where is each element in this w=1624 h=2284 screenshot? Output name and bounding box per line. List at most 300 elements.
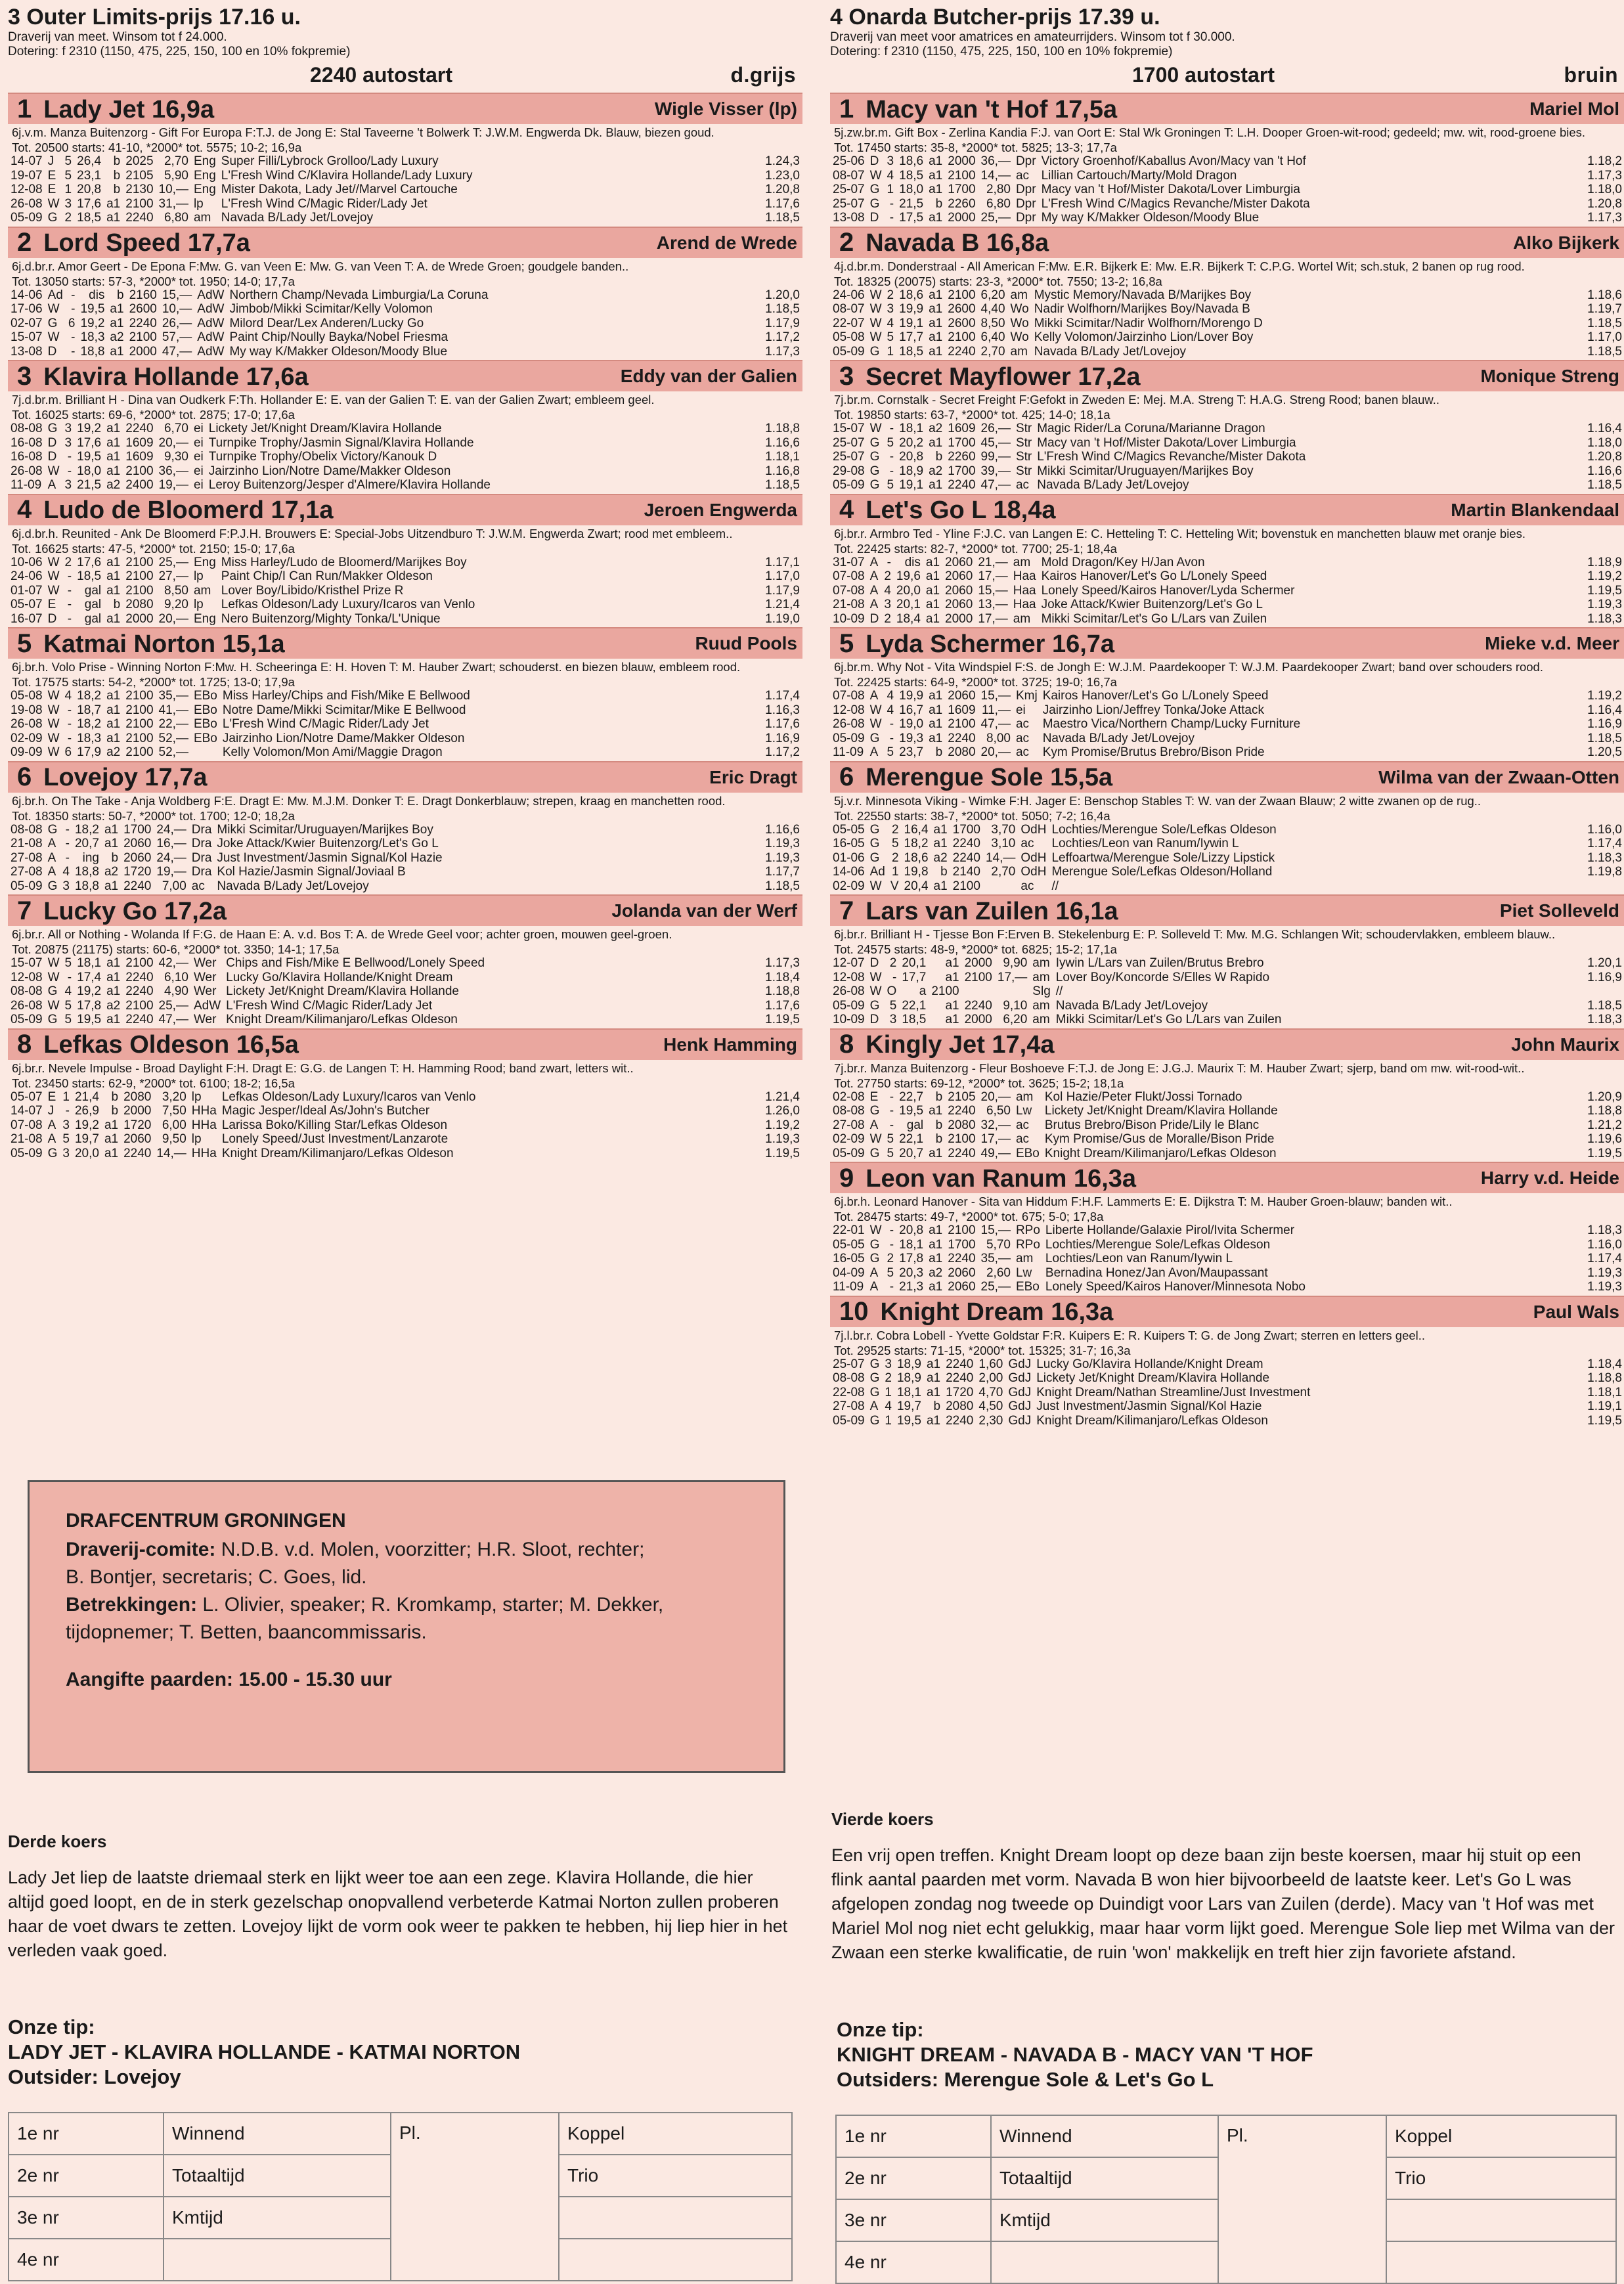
horse-form-table (830, 1223, 1624, 1294)
table-row (830, 330, 1624, 345)
table-cell: 19,5 (899, 1104, 924, 1118)
table-cell: 10-06 (11, 555, 43, 569)
table-cell: 2,70 (164, 154, 188, 168)
table-cell: 2240 (946, 1357, 974, 1371)
horse-totals: Tot. 20875 (21175) starts: 60-6, *2000* tot. 3350; 14-1; 17,5a (12, 942, 340, 956)
table-cell: Mikki Scimitar/Uruguayen/Marijkes Boy (217, 822, 433, 837)
table-cell: A (869, 583, 879, 598)
table-cell: 1 (64, 183, 72, 196)
table-cell: lp (191, 1089, 202, 1104)
table-cell: HHa (191, 1104, 217, 1118)
table-cell: 4 (887, 703, 894, 717)
table-cell: a1 (945, 998, 959, 1013)
table-cell: 18,8 (74, 879, 99, 893)
table-cell: 18,1 (896, 1385, 921, 1399)
table-cell: 1.19,3 (1587, 1280, 1622, 1294)
form-empty (1386, 2199, 1616, 2241)
horse-entry (830, 360, 1624, 493)
table-cell: b (940, 865, 948, 879)
race-prize: Dotering: f 2310 (1150, 475, 225, 150, 100 en 10% fokpremie) (830, 45, 1173, 58)
table-cell: 18,8 (74, 865, 99, 879)
table-cell: 02-09 (11, 731, 43, 745)
table-cell: 2100 (125, 196, 154, 211)
table-cell: 2 (884, 611, 891, 626)
table-cell: ing (82, 850, 99, 865)
table-row (830, 999, 1624, 1013)
horse-header (830, 1028, 1624, 1060)
table-cell: 4 (887, 168, 894, 183)
table-cell: Wo (1010, 330, 1029, 344)
table-cell: - (71, 330, 76, 344)
table-cell: 20,4 (904, 879, 929, 893)
table-cell: W (47, 731, 60, 745)
race-conditions: Draverij van meet. Winsom tot f 24.000. (8, 30, 227, 44)
horse-name: Macy van 't Hof 17,5a (866, 95, 1118, 123)
table-cell: L'Fresh Wind C/Magic Rider/Lady Jet (222, 717, 429, 731)
table-cell: Ad (47, 288, 63, 302)
table-cell: W (47, 703, 60, 717)
horse-entry (830, 1028, 1624, 1161)
horse-name: Secret Mayflower 17,2a (866, 362, 1141, 391)
table-row (8, 732, 802, 746)
table-cell: 19,5 (896, 1413, 921, 1428)
table-cell: 25-07 (833, 435, 865, 450)
table-cell: 2060 (123, 850, 152, 865)
table-cell: 2100 (948, 717, 976, 731)
table-cell: 25,— (158, 998, 188, 1013)
table-cell: 02-09 (833, 1132, 865, 1146)
table-cell: 2 (64, 211, 72, 225)
horse-entry (8, 227, 802, 359)
table-cell (1585, 984, 1624, 999)
table-cell: G (47, 879, 58, 893)
table-cell: 42,— (158, 956, 188, 970)
horse-heading (839, 1297, 1113, 1327)
table-cell: 5 (889, 998, 897, 1013)
table-cell: Lillian Cartouch/Marty/Mold Dragon (1041, 168, 1237, 183)
horse-totals: Tot. 13050 starts: 57-3, *2000* tot. 1950; 14-0; 17,7a (12, 274, 295, 288)
table-cell: Turnpike Trophy/Obelix Victory/Kanouk D (208, 450, 437, 464)
table-cell: 19-08 (11, 703, 43, 717)
table-cell: 2100 (125, 689, 154, 703)
table-cell: W (47, 998, 60, 1013)
table-cell: 2100 (948, 168, 976, 183)
table-cell: 18,3 (80, 330, 105, 344)
table-row (830, 956, 1624, 971)
horse-number: 5 (839, 628, 854, 658)
table-cell: am (193, 583, 211, 598)
table-row (830, 1118, 1624, 1133)
table-cell: a1 (925, 598, 940, 611)
table-row (830, 879, 1624, 894)
horse-totals: Tot. 28475 starts: 49-7, *2000* tot. 675; 5-0; 17,8a (834, 1210, 1104, 1223)
table-cell: 5 (64, 168, 72, 183)
table-cell: 05-05 (833, 822, 865, 837)
table-cell: a1 (106, 956, 121, 970)
table-cell: - (889, 1223, 894, 1237)
horse-name: Merengue Sole 15,5a (866, 764, 1113, 791)
table-cell: Kairos Hanover/Let's Go L/Lonely Speed (1041, 569, 1267, 583)
table-cell: 1.18,5 (1587, 731, 1622, 745)
race-4-column (830, 0, 1624, 1428)
table-cell: W (869, 1223, 882, 1237)
form-totaaltijd: Totaaltijd (164, 2155, 391, 2197)
table-cell: - (892, 970, 897, 984)
table-cell: W (47, 583, 60, 598)
horse-form-table (830, 823, 1624, 894)
horse-heading (17, 495, 334, 525)
table-row (8, 598, 802, 612)
table-cell: Haa (1013, 598, 1036, 611)
table-row (8, 478, 802, 493)
table-cell: 1.17,3 (765, 344, 800, 359)
table-cell: Mikki Scimitar/Let's Go L/Lars van Zuilen (1055, 1013, 1282, 1026)
table-cell: G (869, 1252, 880, 1265)
table-cell: a1 (106, 450, 121, 464)
table-cell: G (47, 822, 58, 837)
table-cell: A (47, 865, 56, 879)
table-cell: Lochties/Leon van Ranum/Iywin L (1045, 1252, 1233, 1265)
table-cell: b (113, 154, 121, 168)
horse-entry (8, 1028, 802, 1161)
table-cell: 18,0 (899, 183, 924, 196)
race-distance: 1700 autostart (1132, 63, 1275, 87)
tip-horses: KNIGHT DREAM - NAVADA B - MACY VAN 'T HOF (837, 2043, 1313, 2066)
table-cell: 21,3 (899, 1280, 924, 1294)
table-cell: b (116, 288, 124, 302)
table-cell: - (889, 211, 894, 225)
table-cell: Lochties/Merengue Sole/Lefkas Oldeson (1051, 822, 1277, 837)
table-cell: dis (904, 555, 921, 569)
table-cell: 1.18,5 (1587, 998, 1622, 1013)
horse-list (830, 93, 1624, 1428)
horse-form-table (830, 154, 1624, 225)
table-cell: Lickety Jet/Knight Dream/Klavira Hollande (208, 422, 442, 435)
table-cell: Eng (193, 555, 216, 569)
table-cell: 18,1 (77, 956, 102, 970)
table-cell: a1 (106, 689, 121, 703)
table-cell: 20,3 (899, 1265, 924, 1280)
table-cell: A (869, 745, 879, 759)
table-cell: 2240 (948, 1104, 976, 1118)
table-cell: 07-08 (833, 583, 865, 598)
table-cell: 1.20,8 (1587, 196, 1622, 211)
table-cell: 10,— (158, 183, 188, 196)
horse-header (830, 761, 1624, 793)
table-cell: - (65, 850, 70, 865)
table-cell: L'Fresh Wind C/Magic Rider/Lady Jet (226, 998, 433, 1013)
table-cell: Wo (1010, 316, 1029, 330)
table-cell: AdW (197, 302, 225, 316)
table-cell: b (113, 598, 121, 611)
tip-label: Onze tip: (837, 2018, 924, 2041)
table-cell: 6,20 (980, 288, 1005, 302)
table-cell: W (47, 569, 60, 583)
table-cell: 05-09 (11, 211, 43, 225)
table-cell: am (1032, 956, 1050, 970)
table-cell: Dra (191, 850, 212, 865)
table-row (8, 703, 802, 718)
table-cell: 6,80 (164, 211, 188, 225)
table-cell: W (47, 689, 60, 703)
table-cell: am (1010, 344, 1028, 359)
table-cell: gal (84, 583, 102, 598)
table-row (8, 612, 802, 626)
table-cell: 16-07 (11, 611, 43, 626)
horse-form-table (8, 154, 802, 225)
table-cell: 21-08 (11, 837, 43, 850)
table-cell: 08-07 (833, 302, 865, 316)
table-cell: Paint Chip/I Can Run/Makker Oldeson (221, 569, 433, 583)
table-cell: D (47, 344, 57, 359)
form-trio: Trio (1386, 2157, 1616, 2199)
table-cell: My way K/Makker Oldeson/Moody Blue (229, 344, 448, 359)
table-row (830, 422, 1624, 436)
horse-form-table (8, 956, 802, 1027)
table-cell: G (869, 1371, 880, 1385)
table-cell: Larissa Boko/Killing Star/Lefkas Oldeson (221, 1118, 448, 1132)
table-cell: Navada B/Lady Jet/Lovejoy (1055, 998, 1208, 1013)
table-cell: a1 (106, 435, 121, 450)
table-cell: 11-09 (833, 1280, 864, 1294)
table-cell: Brutus Brebro/Bison Pride/Lily le Blanc (1044, 1118, 1260, 1132)
table-cell: a1 (929, 302, 943, 316)
table-cell: 2100 (125, 703, 154, 717)
form-row-label: 3e nr (9, 2197, 164, 2239)
table-cell: 1.16,6 (1587, 464, 1622, 478)
table-cell: Mikki Scimitar/Nadir Wolfhorn/Morengo D (1034, 316, 1263, 330)
table-cell: Mold Dragon/Key H/Jan Avon (1041, 555, 1205, 569)
table-cell: a1 (106, 464, 121, 478)
table-cell: 1.18,2 (1587, 154, 1622, 168)
table-cell: 26-08 (833, 717, 865, 731)
table-cell: 1.16,8 (765, 464, 800, 478)
table-cell: 14,— (980, 168, 1011, 183)
table-cell: 49,— (980, 1146, 1011, 1160)
table-cell: 24,— (156, 822, 187, 837)
table-row (8, 984, 802, 999)
horse-form-table (8, 1090, 802, 1161)
table-row (830, 1013, 1624, 1027)
table-cell: G (47, 1146, 58, 1160)
table-row (8, 999, 802, 1013)
table-cell: 19,1 (899, 316, 924, 330)
horse-header (830, 494, 1624, 525)
table-row (8, 422, 802, 436)
table-cell: 6,00 (162, 1118, 187, 1132)
table-cell: 8,50 (164, 583, 188, 598)
table-cell: 1.16,9 (1587, 717, 1622, 731)
horse-name: Katmai Norton 15,1a (43, 630, 285, 658)
table-cell: a1 (945, 1013, 959, 1026)
table-cell: a1 (110, 302, 124, 316)
horse-header (830, 93, 1624, 124)
horse-entry (8, 761, 802, 894)
table-row (8, 971, 802, 985)
table-cell: a1 (945, 956, 959, 970)
table-cell: G (47, 422, 58, 435)
table-cell: 1.20,8 (1587, 450, 1622, 464)
table-cell: 17,7 (899, 330, 924, 344)
table-cell: 20,0 (896, 583, 921, 598)
horse-name: Lars van Zuilen 16,1a (866, 897, 1118, 925)
table-row (830, 1357, 1624, 1372)
table-cell: 01-07 (11, 583, 43, 598)
table-cell: 05-09 (833, 731, 865, 745)
table-cell: 20,8 (899, 450, 924, 464)
form-pl: Pl. (1218, 2115, 1386, 2283)
table-cell: 2100 (125, 731, 154, 745)
table-cell: 1.18,5 (1587, 344, 1622, 359)
table-cell: 1.19,5 (1587, 583, 1622, 598)
table-cell: 2100 (931, 984, 959, 998)
table-cell: a1 (929, 1280, 943, 1294)
table-cell: G (869, 344, 880, 359)
table-cell: Wer (193, 970, 217, 984)
table-cell: 31-07 (833, 555, 865, 569)
table-cell: a1 (929, 154, 943, 168)
horse-form-table (830, 288, 1624, 359)
horse-entry (8, 627, 802, 760)
table-cell: 1700 (948, 435, 976, 450)
table-cell: Kym Promise/Gus de Moralle/Bison Pride (1044, 1132, 1275, 1146)
horse-name: Ludo de Bloomerd 17,1a (43, 496, 334, 524)
table-cell: Lucky Go/Klavira Hollande/Knight Dream (226, 970, 453, 984)
table-cell: 2240 (123, 879, 152, 893)
table-cell: - (889, 1089, 894, 1104)
table-cell: A (869, 569, 879, 583)
table-cell: 3 (62, 879, 70, 893)
table-cell: 2080 (948, 1118, 976, 1132)
table-row (830, 1371, 1624, 1386)
table-cell: 2000 (123, 1104, 152, 1118)
table-cell: a1 (929, 1223, 943, 1237)
table-cell: 20,— (158, 611, 188, 626)
form-row-label: 3e nr (836, 2199, 991, 2241)
horse-name: Klavira Hollande 17,6a (43, 362, 309, 391)
table-cell: AdW (197, 344, 225, 359)
horse-number: 2 (17, 228, 32, 257)
table-cell: ei (1015, 703, 1026, 717)
horse-header (830, 894, 1624, 926)
table-cell: 1.18,0 (1587, 435, 1622, 450)
table-cell: 2105 (948, 1089, 976, 1104)
table-cell: 1.17,6 (765, 717, 800, 731)
table-cell: a1 (929, 717, 943, 731)
table-cell: 6 (68, 316, 76, 330)
table-cell: 2240 (952, 850, 980, 865)
horse-entry (8, 93, 802, 225)
form-row-label: 2e nr (9, 2155, 164, 2197)
table-row (830, 689, 1624, 703)
table-cell: 5,90 (164, 168, 188, 183)
table-cell: 1.19,5 (1587, 1413, 1622, 1428)
table-cell: AdW (197, 330, 225, 344)
horse-totals: Tot. 22425 starts: 82-7, *2000* tot. 7700; 25-1; 18,4a (834, 541, 1117, 556)
table-cell: Kairos Hanover/Let's Go L/Lonely Speed (1042, 689, 1269, 703)
table-cell: 2240 (129, 316, 157, 330)
table-cell: 1.19,5 (765, 1013, 800, 1026)
table-cell: 3 (62, 1118, 70, 1132)
table-cell: Knight Dream/Nathan Streamline/Just Investment (1036, 1385, 1311, 1399)
table-cell: 20,7 (74, 837, 99, 850)
table-cell: 1.19,1 (1587, 1399, 1622, 1413)
preview-title: Vierde koers (831, 1809, 934, 1829)
table-cell: Wo (1010, 302, 1029, 316)
table-cell: 05-09 (11, 1013, 43, 1026)
horse-pedigree: 6j.br.r. Brilliant H - Tjesse Bon F:Erven B. Stekelenburg E: P. Solleveld T: Mw. M.G. Schlangen Wit; schoudervlakken, embleem blauw.. (834, 927, 1556, 941)
table-cell: a1 (929, 168, 943, 183)
table-cell: a1 (929, 731, 943, 745)
table-cell: Lickety Jet/Knight Dream/Klavira Hollande (226, 984, 459, 998)
table-cell: 15,— (980, 689, 1011, 703)
table-row (830, 1386, 1624, 1400)
table-cell: 2,60 (986, 1265, 1011, 1280)
table-cell: - (67, 464, 72, 478)
table-row (8, 154, 802, 169)
info-line-3 (66, 1591, 783, 1619)
table-cell: 18,6 (899, 288, 924, 302)
horse-heading (839, 629, 1114, 659)
table-cell: 22,— (158, 717, 188, 731)
table-cell: 29-08 (833, 464, 865, 478)
table-cell: b (111, 1089, 119, 1104)
table-cell: ei (193, 450, 204, 464)
table-row (830, 197, 1624, 211)
horse-totals: Tot. 18325 (20075) starts: 23-3, *2000* tot. 7550; 13-2; 16,8a (834, 274, 1162, 288)
table-cell: 5,70 (986, 1237, 1011, 1252)
table-cell: 1,60 (978, 1357, 1003, 1371)
table-row (830, 211, 1624, 225)
table-cell: - (71, 288, 76, 302)
table-cell: 4 (64, 689, 72, 703)
table-cell: - (887, 555, 891, 569)
table-cell: L'Fresh Wind C/Klavira Hollande/Lady Luxury (221, 168, 473, 183)
table-row (8, 851, 802, 866)
table-cell: 5 (887, 330, 894, 344)
table-cell: G (869, 850, 880, 865)
table-cell: 2060 (945, 569, 973, 583)
table-cell: 2100 (948, 1132, 976, 1146)
table-cell: 18,8 (80, 344, 105, 359)
horse-heading (839, 228, 1049, 257)
table-cell: 14-07 (11, 154, 43, 168)
table-row (830, 1132, 1624, 1147)
table-cell: G (869, 464, 880, 478)
table-cell: 24-06 (833, 288, 865, 302)
table-cell: 35,— (980, 1252, 1011, 1265)
table-cell: E (47, 183, 56, 196)
table-cell: W (869, 330, 882, 344)
table-cell: 2080 (123, 1089, 152, 1104)
table-cell: G (869, 196, 880, 211)
table-cell: 26,4 (77, 154, 102, 168)
table-cell: G (869, 822, 880, 837)
table-cell: 1.16,0 (1587, 1237, 1622, 1252)
table-cell: 2100 (948, 330, 976, 344)
table-cell: 2100 (964, 970, 992, 984)
table-cell: 3,20 (162, 1089, 187, 1104)
table-cell: Lefkas Oldeson/Lady Luxury/Icaros van Venlo (221, 598, 475, 611)
table-row (830, 1414, 1624, 1428)
table-cell: 2100 (125, 583, 154, 598)
table-cell: W (47, 970, 60, 984)
horse-totals: Tot. 23450 starts: 62-9, *2000* tot. 6100; 18-2; 16,5a (12, 1076, 295, 1090)
table-cell: Navada B/Lady Jet/Lovejoy (217, 879, 369, 893)
table-cell: a1 (926, 1357, 941, 1371)
table-cell: 26,— (162, 316, 192, 330)
table-cell: 26-08 (11, 464, 43, 478)
